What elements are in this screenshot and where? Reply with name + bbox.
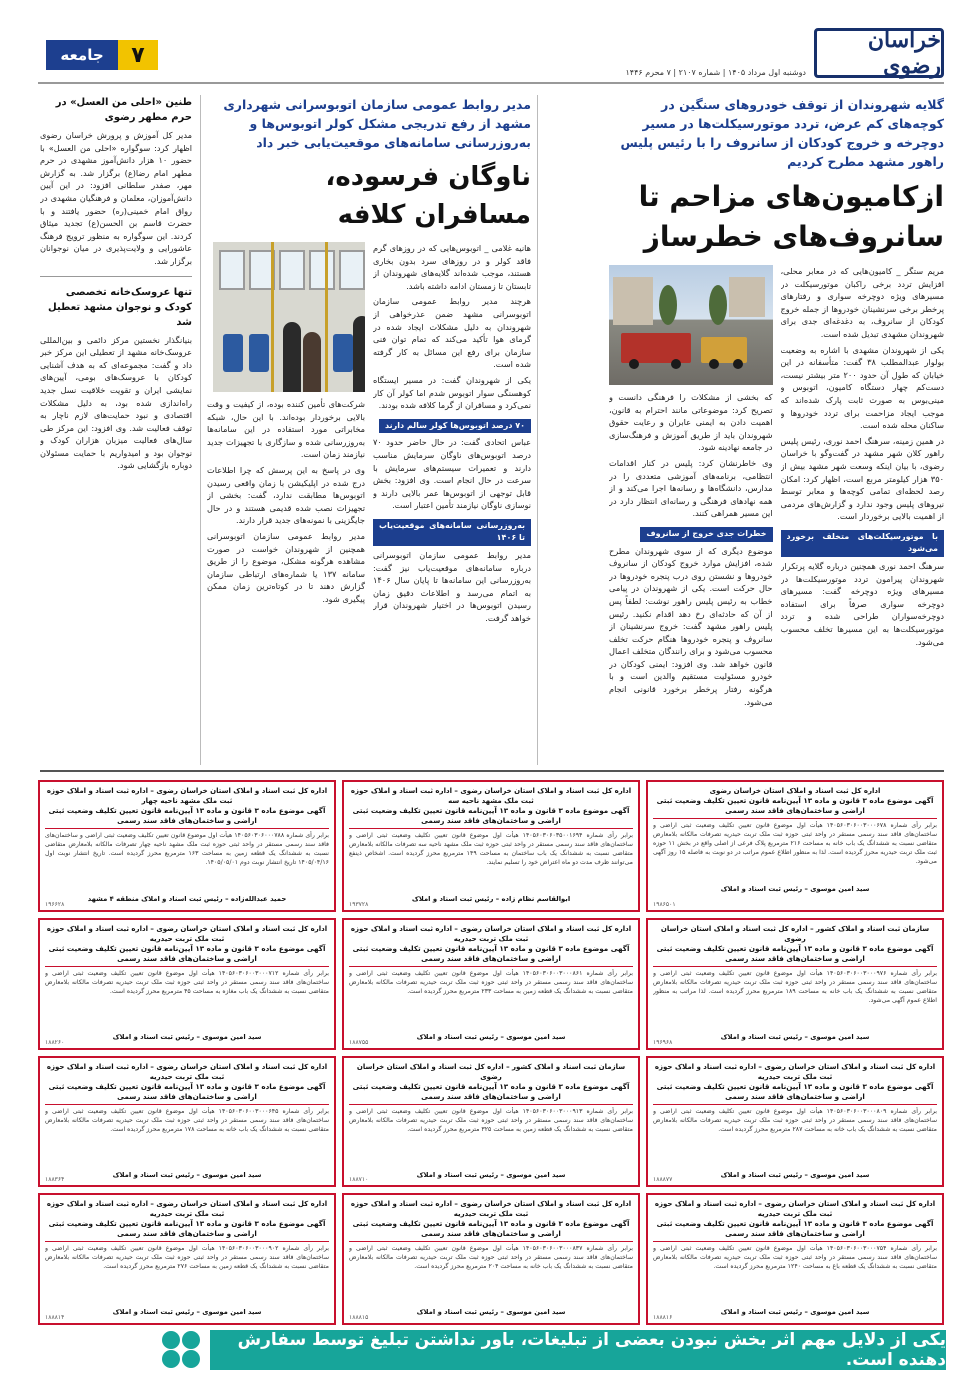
story-trucks-sunroof <box>609 95 944 765</box>
notice-signature: سید امین موسوی – رئیس ثبت اسناد و املاک <box>416 1308 566 1317</box>
notice-signature: سید امین موسوی – رئیس ثبت اسناد و املاک <box>720 1308 870 1317</box>
legal-notice <box>646 918 944 1050</box>
news-body: بنیانگذار نخستین مرکز دائمی و بین‌المللی عروسک‌خانه مشهد از تعطیلی این مرکز خبر داد و گفت: مجموعه‌ای که به هدف آشنایی کودکان با عروسک‌های بومی، آیین‌های نمایشی ایران و تقویت خلاقیت نسل جدید راه‌اندازی شده بود، به دلیل مشکلات اقتصادی و نبود حمایت‌های لازم ناچار به توقف فعالیت شد. وی افزود: این مرکز طی سال‌های فعالیت میزبان هزاران کودک و نوجوان بود و امیدواریم با حمایت مسئولان دوباره بازگشایی شود. <box>40 334 192 471</box>
legal-notice <box>646 780 944 912</box>
notice-title: آگهی موضوع ماده ۳ قانون و ماده ۱۳ آیین‌نامه قانون تعیین تکلیف وضعیت ثبتی اراضی و ساختمان‌های فاقد سند رسمی <box>349 1082 633 1105</box>
subheading: خطرات جدی خروج از سانروف <box>640 527 772 542</box>
notice-body: برابر رأی شماره ۱۴۰۵۶۰۳۰۶۰۰۳۰۰۰۷۱۲ هیأت اول موضوع قانون تعیین تکلیف وضعیت ثبتی اراضی و ساختمان‌های فاقد سند رسمی مستقر در واحد ثبتی حوزه ثبت ملک تربت حیدریه تصرفات مالکانه بلامعارض متقاضی نسبت به ششدانگ یک باب مغازه به مساحت ۴۵ مترمربع محرز گردیده است. <box>45 969 329 995</box>
story-kicker: گلایه شهروندان از توقف خودروهای سنگین در کوچه‌های کم عرض، تردد موتورسیکلت‌ها در مسیر دوچرخه و خروج کودکان از سانروف را با رئیس پلیس راهور مشهد مطرح کردیم <box>620 97 944 169</box>
notice-code: ۱۹۸۶۵۰۱ <box>653 900 676 908</box>
paragraph: در همین زمینه، سرهنگ احمد نوری، رئیس پلیس راهور کلان شهر مشهد در گفت‌وگو با خراسان رضوی، با بیان اینکه وسعت شهر مشهد بیش از ۳۵۰ هزار کیلومتر مربع است، اظهار کرد: امکان رصد لحظه‌ای تمامی کوچه‌ها و معابر توسط نیروهای پلیس وجود ندارد و گزارش‌های مردمی از اهمیت بالایی برخوردار است. <box>780 435 944 522</box>
paragraph: مدیر روابط عمومی سازمان اتوبوسرانی درباره سامانه‌های موقعیت‌یاب نیز گفت: به‌روزرسانی این سامانه‌ها تا پایان سال ۱۴۰۶ به اتمام می‌رسد و اطلاعات دقیق زمان رسیدن اتوبوس‌ها در اختیار شهروندان قرار خواهد گرفت. <box>373 550 531 624</box>
news-body: مدیر کل آموزش و پرورش خراسان رضوی اظهار کرد: سوگواره «احلی من العسل» با حضور ۱۰ هزار دانش‌آموز مشهدی در حرم مطهر امام رضا(ع) برگزار شد. به گزارش مهر، صفدر سلطانی افزود: در این آیین دانش‌آموزان، معلمان و فرهنگیان مشهدی در رواق امام خمینی(ره) حضور یافتند و با حضرت قاسم بن الحسن(ع) تجدید میثاق کردند. این سوگواره به منظور ترویج فرهنگ عاشورایی و ولایت‌پذیری در میان نوجوانان برگزار شد. <box>40 130 192 266</box>
notice-org: سازمان ثبت اسناد و املاک کشور – اداره کل ثبت اسناد و املاک استان خراسان رضوی <box>356 1062 626 1081</box>
story-column <box>781 265 945 765</box>
notice-body: برابر رأی شماره ۱۴۰۵۶۰۳۰۶۰۰۳۰۰۰۷۵۴ هیأت اول موضوع قانون تعیین تکلیف وضعیت ثبتی اراضی و ساختمان‌های فاقد سند رسمی مستقر در واحد ثبتی حوزه ثبت ملک تربت حیدریه تصرفات مالکانه بلامعارض متقاضی نسبت به ششدانگ یک قطعه باغ به مساحت ۱۲۴۰ مترمربع محرز گردیده است. <box>653 1245 937 1271</box>
notice-org: اداره کل ثبت اسناد و املاک استان خراسان رضوی – اداره ثبت اسناد و املاک حوزه ثبت ملک تربت حیدریه <box>654 1062 936 1081</box>
notice-body: برابر رأی شماره ۱۴۰۵۶۰۳۰۶۰۰۳۰۰۰۹۱۳ هیأت اول موضوع قانون تعیین تکلیف وضعیت ثبتی اراضی و ساختمان‌های فاقد سند رسمی مستقر در واحد ثبتی حوزه ثبت ملک تربت حیدریه تصرفات مالکانه بلامعارض متقاضی نسبت به ششدانگ یک قطعه زمین به مساحت ۳۲۵ مترمربع محرز گردیده است. <box>349 1107 633 1133</box>
notice-org: اداره کل ثبت اسناد و املاک استان خراسان رضوی – اداره ثبت اسناد و املاک حوزه ثبت ملک تربت حیدریه <box>654 1200 936 1219</box>
section-badge <box>40 40 158 70</box>
notice-code: ۱۸۸۸۱۴ <box>45 1314 65 1321</box>
notice-code: ۱۸۸۲۶۰ <box>45 1038 65 1046</box>
story-headline: ازکامیون‌های مزاحم تا سانروف‌های خطرساز <box>638 180 944 253</box>
notice-body: برابر رأی شماره ۱۴۰۵۶۰۳۰۶۰۰۳۰۰۰۹۷۶ هیأت اول موضوع قانون تعیین تکلیف وضعیت ثبتی اراضی و ساختمان‌های فاقد سند رسمی مستقر در واحد ثبتی حوزه ثبت ملک تربت حیدریه تصرفات مالکانه بلامعارض متقاضی نسبت به ششدانگ یک باب خانه به مساحت ۱۸۹ مترمربع محرز گردیده است. لذا مراتب به منظور اطلاع عموم آگهی می‌شود. <box>653 969 937 1004</box>
paragraph: وی در پاسخ به این پرسش که چرا اطلاعات درج شده در اپلیکیشن با زمان واقعی رسیدن اتوبوس‌ها مطابقت ندارد، گفت: بخشی از تجهیزات نصب شده قدیمی هستند و در حال جایگزینی با نمونه‌های جدید قرار دارند. <box>207 464 365 526</box>
paragraph: هرچند مدیر روابط عمومی سازمان اتوبوسرانی مشهد ضمن عذرخواهی از شهروندان به دلیل مشکلات ایجاد شده در گرمای هوا تأکید می‌کند که تمام توان فنی سازمان برای رفع این مسائل به کار گرفته شده است. <box>373 296 531 370</box>
notice-code: ۱۸۸۸۱۶ <box>653 1314 673 1321</box>
notice-org: سازمان ثبت اسناد و املاک کشور – اداره کل ثبت اسناد و املاک استان خراسان رضوی <box>660 924 930 943</box>
story-bus-fleet <box>200 95 538 765</box>
trucks-photo <box>609 265 773 385</box>
notice-title: آگهی موضوع ماده ۳ قانون و ماده ۱۳ آیین‌نامه قانون تعیین تکلیف وضعیت ثبتی اراضی و ساختمان‌های فاقد سند رسمی <box>45 1082 329 1105</box>
legal-notice <box>342 1056 640 1188</box>
paragraph: موضوع دیگری که از سوی شهروندان مطرح شده، افزایش موارد خروج کودکان از سانروف خودروها و نشستن روی درب پنجره خودروها در حال حرکت است. یکی از شهروندان در پیامی خطاب به رئیس پلیس راهور نوشت: لطفاً پس از آن که حادثه‌ای رخ دهد اقدام نکنید. رئیس پلیس راهور مشهد گفت: خروج سرنشینان از سانروف و پنجره خودروها هنگام حرکت تخلف محسوب می‌شود و برای رانندگان متخلف اعمال قانون خواهد شد. وی افزود: ایمنی کودکان در خودرو مسئولیت مستقیم والدین است و با هرگونه رفتار پرخطر برخورد قانونی انجام می‌شود. <box>609 545 773 707</box>
story-column <box>609 265 773 765</box>
notice-org: اداره کل ثبت اسناد و املاک استان خراسان رضوی – اداره ثبت اسناد و املاک حوزه ثبت ملک تربت حیدریه <box>350 1200 632 1219</box>
story-column <box>207 242 365 765</box>
footer-ad-banner <box>210 1330 946 1370</box>
notice-signature: سید امین موسوی – رئیس ثبت اسناد و املاک <box>720 1032 870 1041</box>
notice-title: آگهی موضوع ماده ۳ قانون و ماده ۱۳ آیین‌نامه قانون تعیین تکلیف وضعیت ثبتی اراضی و ساختمان‌های فاقد سند رسمی <box>349 944 633 967</box>
legal-notice <box>38 1056 336 1188</box>
legal-notice <box>342 1193 640 1325</box>
notice-org: اداره کل ثبت اسناد و املاک استان خراسان رضوی – اداره ثبت اسناد و املاک حوزه ثبت ملک تربت حیدریه <box>46 1200 328 1219</box>
notice-title: آگهی موضوع ماده ۳ قانون و ماده ۱۳ آیین‌نامه قانون تعیین تکلیف وضعیت ثبتی اراضی و ساختمان‌های فاقد سند رسمی <box>45 944 329 967</box>
notice-body: برابر رأی شماره ۱۴۰۵۶۰۳۰۶۰۰۳۰۰۰۶۴۵ هیأت اول موضوع قانون تعیین تکلیف وضعیت ثبتی اراضی و ساختمان‌های فاقد سند رسمی مستقر در واحد ثبتی حوزه ثبت ملک تربت حیدریه تصرفات مالکانه بلامعارض متقاضی نسبت به ششدانگ یک باب خانه به مساحت ۱۷۸ مترمربع محرز گردیده است. <box>45 1107 329 1133</box>
section-label: جامعه <box>46 40 118 70</box>
paragraph: وی خاطرنشان کرد: پلیس در کنار اقدامات انتظامی، برنامه‌های آموزشی متعددی را در مدارس، دانشگاه‌ها و رسانه‌ها اجرا می‌کند و از همه نهادهای فرهنگی و رسانه‌ای انتظار دارد در این مسیر همراهی کنند. <box>609 457 773 519</box>
legal-notice <box>38 918 336 1050</box>
issue-info: دوشنبه اول مرداد ۱۴۰۵ | شماره ۲۱۰۷ | ۷ محرم ۱۴۴۶ <box>625 68 806 77</box>
paragraph: که بخشی از مشکلات را فرهنگی دانست و تصریح کرد: موضوعاتی مانند احترام به قانون، اهمیت دادن به ایمنی عابران و رعایت حقوق شهروندان باید از طریق آموزش و فرهنگ‌سازی در جامعه نهادینه شود. <box>609 392 773 453</box>
notice-signature: سید امین موسوی – رئیس ثبت اسناد و املاک <box>416 1170 566 1179</box>
subheading: به‌روزرسانی سامانه‌های موقعیت‌یاب تا ۱۴۰۶ <box>373 519 531 546</box>
notice-code: ۱۹۶۶۲۸ <box>45 900 65 908</box>
notice-code: ۱۹۳۷۲۸ <box>349 900 369 908</box>
left-news-column <box>40 95 192 765</box>
notice-title: آگهی موضوع ماده ۳ قانون و ماده ۱۳ آیین‌نامه قانون تعیین تکلیف وضعیت ثبتی اراضی و ساختمان‌های فاقد سند رسمی <box>653 1082 937 1105</box>
legal-notice <box>342 918 640 1050</box>
paragraph: مریم ستگر _ کامیون‌هایی که در معابر محلی، افزایش تردد برخی راکبان موتورسیکلت در مسیرهای ویژه دوچرخه سواری و رفتارهای پرخطر برخی سرنشینان خودروها از جمله خروج کودکان از سانروف، به دغدغه‌ای جدی برای شهروندان مشهدی تبدیل شده است. <box>780 266 944 339</box>
notice-signature: سید امین موسوی – رئیس ثبت اسناد و املاک <box>112 1032 262 1041</box>
notice-code: ۱۸۸۸۱۵ <box>349 1314 369 1321</box>
subheading: با موتورسیکلت‌های متخلف برخورد می‌شود <box>781 530 945 557</box>
notice-body: برابر رأی شماره ۱۴۰۵۶۰۳۰۶۰۳۵۰۰۱۶۹۴ هیأت اول موضوع قانون تعیین تکلیف وضعیت ثبتی اراضی و ساختمان‌های فاقد سند رسمی مستقر در واحد ثبتی حوزه ثبت ملک مشهد ناحیه سه تصرفات مالکانه بلامعارض متقاضی نسبت به ششدانگ یک باب ساختمان به مساحت ۱۴۹ مترمربع محرز گردیده است. اشخاص ذینفع می‌توانند ظرف مدت دو ماه اعتراض خود را تسلیم نمایند. <box>349 832 633 866</box>
story-column <box>373 242 531 765</box>
clover-logo-icon <box>160 1331 202 1369</box>
notice-body: برابر رأی شماره ۱۴۰۵۶۰۳۰۶۰۰۳۰۰۰۹۰۲ هیأت اول موضوع قانون تعیین تکلیف وضعیت ثبتی اراضی و ساختمان‌های فاقد سند رسمی مستقر در واحد ثبتی حوزه ثبت ملک تربت حیدریه تصرفات مالکانه بلامعارض متقاضی نسبت به ششدانگ یک قطعه زمین به مساحت ۲۷۶ مترمربع محرز گردیده است. <box>45 1245 329 1271</box>
newspaper-logo <box>814 28 944 78</box>
notice-title: آگهی موضوع ماده ۳ قانون و ماده ۱۳ آیین‌نامه قانون تعیین تکلیف وضعیت ثبتی اراضی و ساختمان‌های فاقد سند رسمی <box>653 944 937 967</box>
notice-code: ۱۸۸۷۵۵ <box>349 1038 369 1046</box>
logo-text: خراسان رضوی <box>867 27 941 79</box>
story-headline: ناوگان فرسوده، مسافران کلافه <box>325 162 531 230</box>
notice-code: ۱۸۸۷۱۰ <box>349 1176 369 1184</box>
notice-signature: سید امین موسوی – رئیس ثبت اسناد و املاک <box>416 1032 566 1041</box>
legal-notices-grid <box>38 780 944 1325</box>
notice-body: برابر رأی شماره ۱۴۰۵۶۰۳۰۶۰۰۳۰۰۰۸۳۷ هیأت اول موضوع قانون تعیین تکلیف وضعیت ثبتی اراضی و ساختمان‌های فاقد سند رسمی مستقر در واحد ثبتی حوزه ثبت ملک تربت حیدریه تصرفات مالکانه بلامعارض متقاضی نسبت به ششدانگ یک باب خانه به مساحت ۲۰۴ مترمربع محرز گردیده است. <box>349 1245 633 1271</box>
notice-code: ۱۹۶۹۶۸ <box>653 1038 673 1046</box>
section-divider <box>40 770 944 772</box>
notice-signature: سید امین موسوی – رئیس ثبت اسناد و املاک <box>112 1170 262 1179</box>
paragraph: سرهنگ احمد نوری همچنین درباره گلایه پرتکرار شهروندان پیرامون تردد موتورسیکلت‌ها در مسیرهای ویژه دوچرخه گفت: مسیرهای دوچرخه سواری صرفاً برای استفاده دوچرخه‌سواران طراحی شده و تردد موتورسیکلت‌ها به این مسیرها تخلف محسوب می‌شود. <box>780 561 944 647</box>
notice-title: آگهی موضوع ماده ۳ قانون و ماده ۱۳ آیین‌نامه قانون تعیین تکلیف وضعیت ثبتی اراضی و ساختمان‌های فاقد سند رسمی <box>349 806 633 829</box>
notice-title: آگهی موضوع ماده ۳ قانون و ماده ۱۳ آیین‌نامه قانون تعیین تکلیف وضعیت ثبتی اراضی و ساختمان‌های فاقد سند رسمی <box>349 1219 633 1242</box>
story-kicker: مدیر روابط عمومی سازمان اتوبوسرانی شهرداری مشهد از رفع تدریجی مشکل کولر اتوبوس‌ها و به‌روزرسانی سامانه‌های موقعیت‌یابی خبر داد <box>223 97 531 150</box>
news-title: طنین «احلی من العسل» در حرم مطهر رضوی <box>55 97 192 123</box>
legal-notice <box>646 1056 944 1188</box>
notice-code: ۱۸۸۳۶۴ <box>45 1176 65 1184</box>
paragraph: شرکت‌های تأمین کننده بوده، از کیفیت و وقت بالایی برخوردار بوده‌اند. با این حال، شبکه مخابراتی مورد استفاده در این سامانه‌ها به‌روزرسانی شده و سازگاری با تجهیزات جدید نیازمند زمان است. <box>207 399 365 460</box>
page-number: ۷ <box>118 40 158 70</box>
notice-org: اداره کل ثبت اسناد و املاک استان خراسان رضوی <box>709 787 881 795</box>
paragraph: یکی از شهروندان گفت: در مسیر ایستگاه کوهسنگی سوار اتوبوس شدم اما کولر آن کار نمی‌کرد و مسافران از گرما کلافه شده بودند. <box>373 374 531 411</box>
bus-interior-photo <box>213 242 365 392</box>
notice-title: آگهی موضوع ماده ۳ قانون و ماده ۱۳ آیین‌نامه قانون تعیین تکلیف وضعیت ثبتی اراضی و ساختمان‌های فاقد سند رسمی <box>653 796 937 819</box>
legal-notice <box>38 1193 336 1325</box>
news-title: تنها عروسک‌خانه تخصصی کودک و نوجوان مشهد تعطیل شد <box>48 286 192 328</box>
legal-notice <box>646 1193 944 1325</box>
notice-body: برابر رأی شماره ۱۴۰۵۶۰۳۰۶۰۰۳۰۰۰۸۰۹ هیأت اول موضوع قانون تعیین تکلیف وضعیت ثبتی اراضی و ساختمان‌های فاقد سند رسمی مستقر در واحد ثبتی حوزه ثبت ملک تربت حیدریه تصرفات مالکانه بلامعارض متقاضی نسبت به ششدانگ یک باب خانه به مساحت ۲۸۷ مترمربع محرز گردیده است. <box>653 1107 937 1133</box>
masthead-divider <box>38 82 944 84</box>
paragraph: مدیر روابط عمومی سازمان اتوبوسرانی همچنین از شهروندان خواست در صورت مشاهده هرگونه مشکل، موضوع را از طریق سامانه ۱۳۷ یا شماره‌های ارتباطی سازمان گزارش دهند تا در کوتاه‌ترین زمان ممکن پیگیری شود. <box>207 530 365 604</box>
notice-signature: سید امین موسوی – رئیس ثبت اسناد و املاک <box>720 885 870 893</box>
notice-title: آگهی موضوع ماده ۳ قانون و ماده ۱۳ آیین‌نامه قانون تعیین تکلیف وضعیت ثبتی اراضی و ساختمان‌های فاقد سند رسمی <box>45 806 329 829</box>
notice-body: برابر رأی شماره ۱۴۰۵۶۰۳۰۶۰۰۳۰۰۰۶۷۸ هیأت اول موضوع قانون تعیین تکلیف وضعیت ثبتی اراضی و ساختمان‌های فاقد سند رسمی مستقر در واحد ثبتی حوزه ثبت ملک تربت حیدریه تصرفات مالکانه بلامعارض متقاضی نسبت به ششدانگ یک باب خانه به مساحت ۲۱۶ مترمربع پلاک فرعی از اصلی واقع در بخش ۱۱ حوزه ثبت ملک تربت حیدریه محرز گردیده است. لذا به منظور اطلاع عموم مراتب در دو نوبت به فاصله ۱۵ روز آگهی می‌شود. <box>653 822 937 865</box>
subheading: ۷۰ درصد اتوبوس‌ها کولر سالم دارند <box>379 419 531 434</box>
notice-title: آگهی موضوع ماده ۳ قانون و ماده ۱۳ آیین‌نامه قانون تعیین تکلیف وضعیت ثبتی اراضی و ساختمان‌های فاقد سند رسمی <box>653 1219 937 1242</box>
notice-signature: ابوالقاسم نظام زاده – رئیس ثبت اسناد و املاک <box>411 895 571 903</box>
notice-org: اداره کل ثبت اسناد و املاک استان خراسان رضوی – اداره ثبت اسناد و املاک حوزه ثبت ملک تربت حیدریه <box>350 924 632 943</box>
notice-body: برابر رأی شماره ۱۴۰۵۶۰۳۰۶۰۰۳۰۰۰۸۶۱ هیأت اول موضوع قانون تعیین تکلیف وضعیت ثبتی اراضی و ساختمان‌های فاقد سند رسمی مستقر در واحد ثبتی حوزه ثبت ملک تربت حیدریه تصرفات مالکانه بلامعارض متقاضی نسبت به ششدانگ یک قطعه زمین به مساحت ۲۳۳ مترمربع محرز گردیده است. <box>349 969 633 995</box>
legal-notice <box>38 780 336 912</box>
notice-org: اداره کل ثبت اسناد و املاک استان خراسان رضوی – اداره ثبت اسناد و املاک حوزه ثبت ملک مشهد ناحیه سه <box>350 787 632 805</box>
notice-org: اداره کل ثبت اسناد و املاک استان خراسان رضوی – اداره ثبت اسناد و املاک حوزه ثبت ملک تربت حیدریه <box>46 924 328 943</box>
paragraph: هانیه غلامی _ اتوبوس‌هایی که در روزهای گرم فاقد کولر و در روزهای سرد بدون بخاری هستند، موجب شده‌اند گلایه‌های شهروندان از تابستان تا زمستان ادامه داشته باشد. <box>373 243 531 291</box>
notice-org: اداره کل ثبت اسناد و املاک استان خراسان رضوی – اداره ثبت اسناد و املاک حوزه ثبت ملک مشهد ناحیه چهار <box>46 787 328 805</box>
notice-body: برابر رأی شماره ۱۴۰۵۶۰۳۰۶۰۰۰۷۸۸ هیأت اول موضوع قانون تعیین تکلیف وضعیت ثبتی اراضی و ساختمان‌های فاقد سند رسمی مستقر در واحد ثبتی حوزه ثبت ملک مشهد ناحیه چهار تصرفات مالکانه بلامعارض متقاضی نسبت به ششدانگ یک قطعه زمین به مساحت ۱۶۳ مترمربع محرز گردیده است. تاریخ انتشار نوبت اول ۱۴۰۵/۰۴/۱۶ تاریخ انتشار نوبت دوم ۱۴۰۵/۰۵/۰۱. <box>45 832 329 866</box>
masthead <box>0 0 966 80</box>
footer-ad-text: یکی از دلایل مهم اثر بخش نبودن بعضی از تبلیغات، باور نداشتن تبلیغ توسط سفارش دهنده است. <box>237 1330 946 1370</box>
column-divider <box>40 276 192 277</box>
notice-signature: سید امین موسوی – رئیس ثبت اسناد و املاک <box>720 1170 870 1179</box>
paragraph: عباس اتحادی گفت: در حال حاضر حدود ۷۰ درصد اتوبوس‌های ناوگان سرمایش مناسب دارند و تعمیرات سیستم‌های سرمایش با سرعت در حال انجام است. وی افزود: بخش قابل توجهی از اتوبوس‌ها عمر بالایی دارند و نوسازی ناوگان نیازمند تأمین اعتبار است. <box>373 437 531 511</box>
notice-code: ۱۸۸۸۷۷ <box>653 1176 673 1184</box>
notice-org: اداره کل ثبت اسناد و املاک استان خراسان رضوی – اداره ثبت اسناد و املاک حوزه ثبت ملک تربت حیدریه <box>46 1062 328 1081</box>
notice-signature: حمید عبدالله‌زاده – رئیس ثبت اسناد و املاک منطقه ۴ مشهد <box>87 895 287 903</box>
legal-notice <box>342 780 640 912</box>
notice-title: آگهی موضوع ماده ۳ قانون و ماده ۱۳ آیین‌نامه قانون تعیین تکلیف وضعیت ثبتی اراضی و ساختمان‌های فاقد سند رسمی <box>45 1219 329 1242</box>
paragraph: یکی از شهروندان مشهدی با اشاره به وضعیت بولوار عبدالمطلب ۳۸ گفت: متأسفانه در این خیابان که طول آن حدود ۲۰۰ متر بیشتر نیست، دست‌کم چهار دستگاه کامیون، اتوبوس و مینی‌بوس به صورت ثابت پارک شده‌اند که موجب ایجاد مزاحمت برای تردد خودروها و ساکنان محله شده است. <box>780 344 944 431</box>
notice-signature: سید امین موسوی – رئیس ثبت اسناد و املاک <box>112 1308 262 1317</box>
